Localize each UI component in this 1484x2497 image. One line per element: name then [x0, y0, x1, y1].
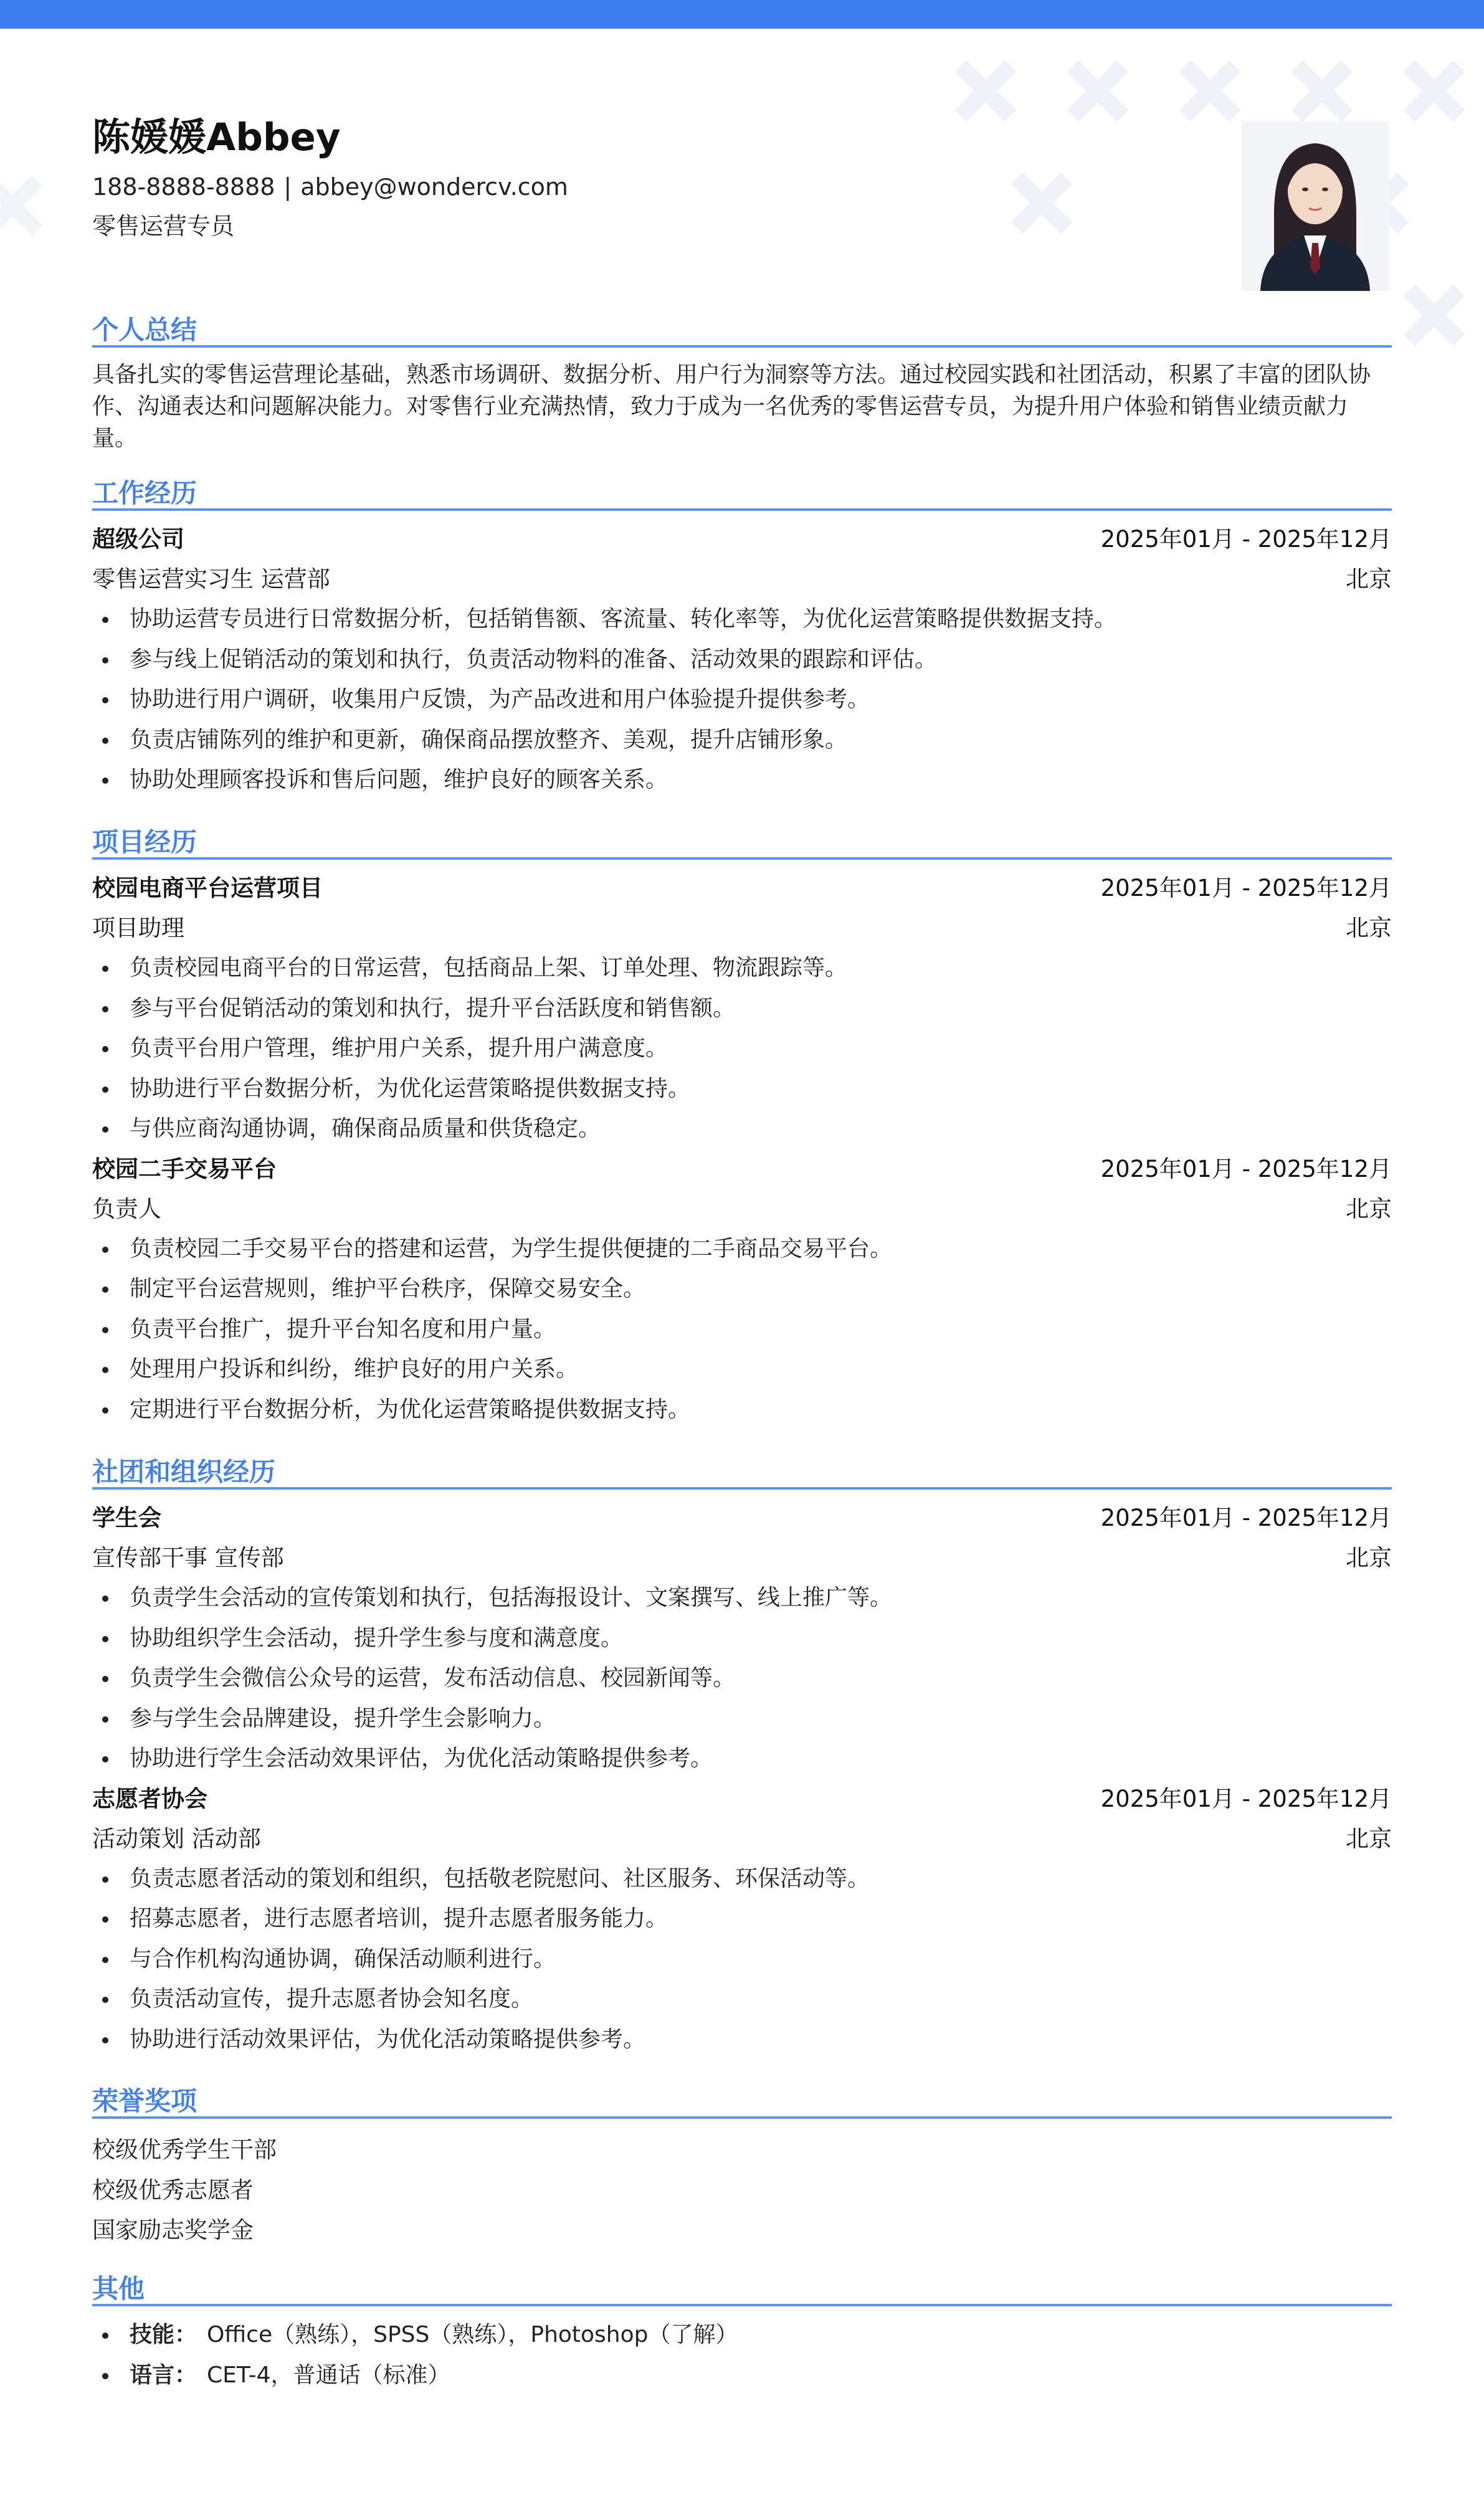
bullet-item: 参与平台促销活动的策划和执行，提升平台活跃度和销售额。 — [92, 989, 1392, 1029]
clubs-section — [92, 1455, 1392, 2060]
bullet-item: 协助运营专员进行日常数据分析，包括销售额、客流量、转化率等，为优化运营策略提供数据支持。 — [92, 599, 1392, 640]
bullet-item: 协助进行学生会活动效果评估，为优化活动策略提供参考。 — [92, 1739, 1392, 1779]
entry-role: 负责人 — [92, 1195, 161, 1222]
bullet-item: 参与学生会品牌建设，提升学生会影响力。 — [92, 1699, 1392, 1739]
summary-section — [92, 313, 1392, 454]
skills-item — [92, 2315, 1392, 2356]
entry-date: 2025年01月 - 2025年12月 — [1100, 1785, 1392, 1812]
projects-section — [92, 825, 1392, 1430]
entry-bullets — [92, 1578, 1392, 1779]
profile-photo — [1242, 121, 1389, 291]
honor-item: 国家励志奖学金 — [92, 2217, 254, 2243]
entry-bullets — [92, 1859, 1392, 2060]
bullet-item: 协助进行用户调研，收集用户反馈，为产品改进和用户体验提升提供参考。 — [92, 680, 1392, 720]
top-accent-bar — [0, 0, 1484, 29]
language-value: CET-4，普通话（标准） — [207, 2362, 450, 2388]
bullet-item: 参与线上促销活动的策划和执行，负责活动物料的准备、活动效果的跟踪和评估。 — [92, 640, 1392, 680]
entry-bullets — [92, 599, 1392, 801]
entry-role: 宣传部干事 宣传部 — [92, 1544, 284, 1571]
entry-org: 校园二手交易平台 — [92, 1155, 277, 1182]
bullet-item: 协助进行平台数据分析，为优化运营策略提供数据支持。 — [92, 1069, 1392, 1110]
bullet-item: 招募志愿者，进行志愿者培训，提升志愿者服务能力。 — [92, 1899, 1392, 1939]
skills-label: 技能： — [130, 2322, 197, 2347]
skills-value: Office（熟练），SPSS（熟练），Photoshop（了解） — [207, 2322, 738, 2347]
club-entry — [92, 1779, 1392, 2060]
club-entry — [92, 1498, 1392, 1779]
other-section — [92, 2271, 1392, 2395]
section-title-clubs: 社团和组织经历 — [92, 1455, 1392, 1490]
bullet-item: 与供应商沟通协调，确保商品质量和供货稳定。 — [92, 1109, 1392, 1149]
avatar — [1242, 121, 1389, 291]
bullet-item: 负责活动宣传，提升志愿者协会知名度。 — [92, 1979, 1392, 2020]
honors-section — [92, 2084, 1392, 2251]
bullet-item: 负责学生会活动的宣传策划和执行，包括海报设计、文案撰写、线上推广等。 — [92, 1578, 1392, 1619]
entry-role: 活动策划 活动部 — [92, 1825, 261, 1852]
summary-line: 作、沟通表达和问题解决能力。对零售行业充满热情，致力于成为一名优秀的零售运营专员，为提升用户体验和销售业绩贡献力 — [92, 394, 1349, 419]
bullet-item: 协助进行活动效果评估，为优化活动策略提供参考。 — [92, 2020, 1392, 2060]
section-title-summary: 个人总结 — [92, 313, 1392, 348]
bullet-item: 负责校园二手交易平台的搭建和运营，为学生提供便捷的二手商品交易平台。 — [92, 1229, 1392, 1270]
bullet-item: 与合作机构沟通协调，确保活动顺利进行。 — [92, 1939, 1392, 1980]
contact-separator: | — [283, 173, 292, 201]
email-address: abbey@wondercv.com — [300, 173, 568, 201]
entry-org: 志愿者协会 — [92, 1785, 207, 1812]
entry-date: 2025年01月 - 2025年12月 — [1100, 1505, 1392, 1531]
honor-item: 校级优秀学生干部 — [92, 2136, 277, 2163]
entry-location: 北京 — [1346, 566, 1392, 592]
language-label: 语言： — [130, 2362, 197, 2388]
bullet-item: 协助处理顾客投诉和售后问题，维护良好的顾客关系。 — [92, 760, 1392, 801]
work-section — [92, 476, 1392, 801]
honor-item: 校级优秀志愿者 — [92, 2176, 254, 2204]
candidate-name: 陈媛媛Abbey — [92, 115, 341, 159]
entry-role: 项目助理 — [92, 915, 184, 941]
entry-bullets — [92, 948, 1392, 1149]
resume-page — [92, 29, 1392, 2388]
entry-date: 2025年01月 - 2025年12月 — [1100, 1155, 1392, 1182]
entry-date: 2025年01月 - 2025年12月 — [1100, 526, 1392, 553]
work-entry — [92, 520, 1392, 801]
bullet-item: 负责志愿者活动的策划和组织，包括敬老院慰问、社区服务、环保活动等。 — [92, 1859, 1392, 1900]
bullet-item: 负责学生会微信公众号的运营，发布活动信息、校园新闻等。 — [92, 1658, 1392, 1699]
entry-location: 北京 — [1346, 1195, 1392, 1222]
contact-line — [92, 173, 568, 201]
background-pattern-left — [0, 156, 75, 280]
summary-line: 具备扎实的零售运营理论基础，熟悉市场调研、数据分析、用户行为洞察等方法。通过校园实践和社团活动，积累了丰富的团队协 — [92, 362, 1371, 388]
resume-header — [92, 29, 1392, 297]
entry-bullets — [92, 1229, 1392, 1430]
other-list — [92, 2315, 1392, 2395]
entry-org: 学生会 — [92, 1505, 161, 1531]
entry-location: 北京 — [1346, 1825, 1392, 1852]
entry-location: 北京 — [1346, 1544, 1392, 1571]
bullet-item: 负责平台推广，提升平台知名度和用户量。 — [92, 1310, 1392, 1350]
section-title-other: 其他 — [92, 2271, 1392, 2306]
honors-list — [92, 2130, 1392, 2251]
job-title: 零售运营专员 — [92, 212, 235, 240]
language-item — [92, 2356, 1392, 2396]
bullet-item: 协助组织学生会活动，提升学生参与度和满意度。 — [92, 1619, 1392, 1659]
entry-location: 北京 — [1346, 915, 1392, 941]
section-title-projects: 项目经历 — [92, 825, 1392, 860]
entry-org: 校园电商平台运营项目 — [92, 875, 323, 901]
entry-org: 超级公司 — [92, 526, 184, 553]
phone-number: 188-8888-8888 — [92, 173, 275, 201]
bullet-item: 定期进行平台数据分析，为优化运营策略提供数据支持。 — [92, 1390, 1392, 1430]
bullet-item: 负责店铺陈列的维护和更新，确保商品摆放整齐、美观，提升店铺形象。 — [92, 720, 1392, 761]
summary-text — [92, 359, 1392, 454]
bullet-item: 制定平台运营规则，维护平台秩序，保障交易安全。 — [92, 1269, 1392, 1310]
entry-role: 零售运营实习生 运营部 — [92, 566, 330, 592]
bullet-item: 负责平台用户管理，维护用户关系，提升用户满意度。 — [92, 1029, 1392, 1069]
bullet-item: 负责校园电商平台的日常运营，包括商品上架、订单处理、物流跟踪等。 — [92, 948, 1392, 989]
section-title-honors: 荣誉奖项 — [92, 2084, 1392, 2119]
summary-line: 量。 — [92, 426, 138, 451]
bullet-item: 处理用户投诉和纠纷，维护良好的用户关系。 — [92, 1349, 1392, 1390]
section-title-work: 工作经历 — [92, 476, 1392, 511]
project-entry — [92, 1149, 1392, 1430]
project-entry — [92, 868, 1392, 1149]
entry-date: 2025年01月 - 2025年12月 — [1100, 875, 1392, 901]
